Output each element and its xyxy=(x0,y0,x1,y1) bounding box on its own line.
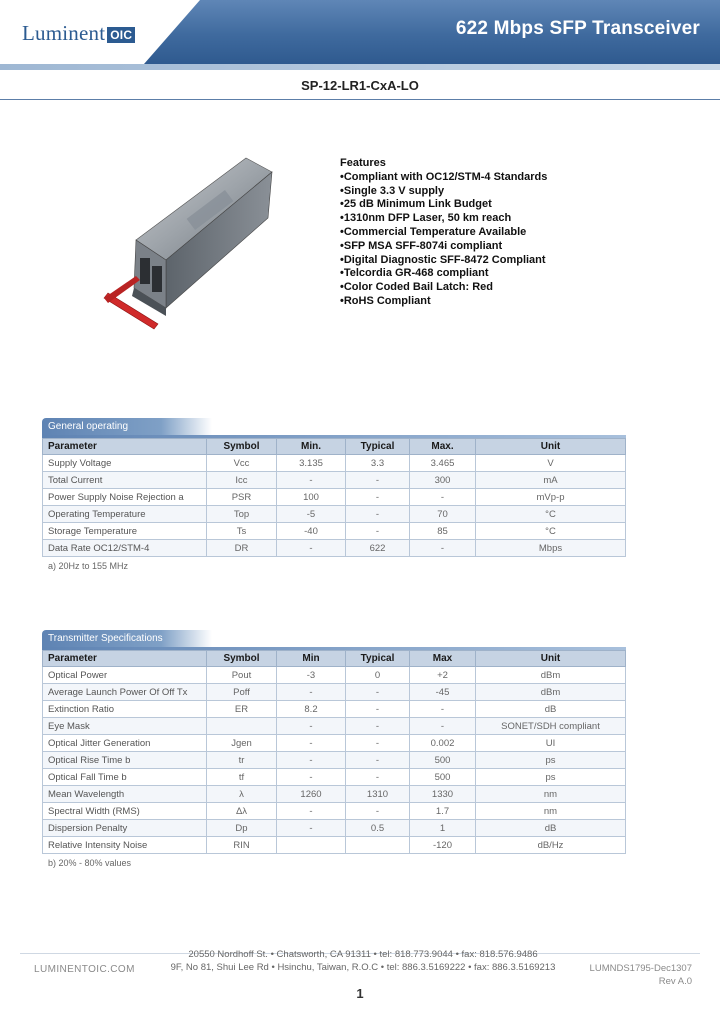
table-row xyxy=(43,523,626,540)
table-cell: tr xyxy=(207,752,277,769)
table-cell: Data Rate OC12/STM-4 xyxy=(43,540,207,557)
col-header: Symbol xyxy=(207,439,277,455)
table-cell: -45 xyxy=(410,684,476,701)
logo-text: Luminent xyxy=(22,20,106,45)
col-header: Unit xyxy=(476,651,626,667)
table-cell: - xyxy=(346,752,410,769)
col-header: Unit xyxy=(476,439,626,455)
table-cell: Poff xyxy=(207,684,277,701)
table-row xyxy=(43,837,626,854)
table-cell: - xyxy=(346,769,410,786)
table-cell: UI xyxy=(476,735,626,752)
table-cell: Mbps xyxy=(476,540,626,557)
footer-address-us: 20550 Nordhoff St. • Chatsworth, CA 91311 • tel: 818.773.9044 • fax: 818.576.9486 xyxy=(188,949,538,960)
col-header: Typical xyxy=(346,439,410,455)
feature-item: • 1310nm DFP Laser, 50 km reach xyxy=(340,212,547,226)
table-cell: Vcc xyxy=(207,455,277,472)
table-footnote: a) 20Hz to 155 MHz xyxy=(48,561,129,571)
table-cell: Spectral Width (RMS) xyxy=(43,803,207,820)
table-cell: -3 xyxy=(277,667,346,684)
table-cell: - xyxy=(410,540,476,557)
sfp-transceiver-image xyxy=(96,148,276,338)
table-cell: Relative Intensity Noise xyxy=(43,837,207,854)
table-cell: - xyxy=(346,472,410,489)
table-cell: -40 xyxy=(277,523,346,540)
document-title: 622 Mbps SFP Transceiver xyxy=(455,18,700,39)
table-cell: mVp-p xyxy=(476,489,626,506)
general-operating-title: General operating xyxy=(42,418,212,435)
table-cell: 1330 xyxy=(410,786,476,803)
transmitter-table xyxy=(42,650,626,854)
table-row xyxy=(43,803,626,820)
table-cell: ps xyxy=(476,752,626,769)
table-cell: tf xyxy=(207,769,277,786)
table-cell: - xyxy=(277,472,346,489)
features-title: Features xyxy=(340,157,386,169)
table-cell: °C xyxy=(476,523,626,540)
col-header: Parameter xyxy=(43,651,207,667)
table-cell: dBm xyxy=(476,684,626,701)
table-cell: dBm xyxy=(476,667,626,684)
table-cell: - xyxy=(346,803,410,820)
table-row xyxy=(43,667,626,684)
table-header-row xyxy=(43,651,626,667)
table-cell: - xyxy=(410,718,476,735)
table-cell: 0.5 xyxy=(346,820,410,837)
table-cell: 622 xyxy=(346,540,410,557)
table-cell: 3.465 xyxy=(410,455,476,472)
table-cell: - xyxy=(277,752,346,769)
table-cell: 3.3 xyxy=(346,455,410,472)
table-cell: -120 xyxy=(410,837,476,854)
table-cell: mA xyxy=(476,472,626,489)
company-logo xyxy=(22,22,135,44)
table-row xyxy=(43,701,626,718)
table-cell: Mean Wavelength xyxy=(43,786,207,803)
table-row xyxy=(43,506,626,523)
table-row xyxy=(43,489,626,506)
footer-website[interactable]: LUMINENTOIC.COM xyxy=(34,964,135,975)
logo-box: OIC xyxy=(107,27,135,43)
table-cell: Dp xyxy=(207,820,277,837)
table-footnote: b) 20% - 80% values xyxy=(48,858,132,868)
table-cell: nm xyxy=(476,786,626,803)
table-cell: -5 xyxy=(277,506,346,523)
header-accent-band xyxy=(0,64,720,70)
table-cell xyxy=(277,837,346,854)
table-cell: 100 xyxy=(277,489,346,506)
col-header: Typical xyxy=(346,651,410,667)
table-row xyxy=(43,684,626,701)
page-number: 1 xyxy=(356,986,364,1001)
table-cell: - xyxy=(277,803,346,820)
feature-item: • Commercial Temperature Available xyxy=(340,226,547,240)
table-cell: +2 xyxy=(410,667,476,684)
table-cell: - xyxy=(277,769,346,786)
table-cell: Optical Jitter Generation xyxy=(43,735,207,752)
transmitter-section xyxy=(42,630,626,868)
table-row xyxy=(43,472,626,489)
doc-id: LUMNDS1795-Dec1307 xyxy=(589,963,692,974)
col-header: Min xyxy=(277,651,346,667)
table-cell: Dispersion Penalty xyxy=(43,820,207,837)
feature-item: • SFP MSA SFF-8074i compliant xyxy=(340,240,547,254)
table-cell: 1260 xyxy=(277,786,346,803)
table-cell: 300 xyxy=(410,472,476,489)
table-cell: Eye Mask xyxy=(43,718,207,735)
table-cell: ps xyxy=(476,769,626,786)
col-header: Min. xyxy=(277,439,346,455)
table-cell: 85 xyxy=(410,523,476,540)
table-cell: 500 xyxy=(410,752,476,769)
table-cell: Δλ xyxy=(207,803,277,820)
feature-item: • 25 dB Minimum Link Budget xyxy=(340,198,547,212)
table-cell: DR xyxy=(207,540,277,557)
col-header: Parameter xyxy=(43,439,207,455)
general-operating-table xyxy=(42,438,626,557)
table-cell: Optical Rise Time b xyxy=(43,752,207,769)
table-cell: Average Launch Power Of Off Tx xyxy=(43,684,207,701)
table-cell: - xyxy=(346,735,410,752)
table-cell: dB xyxy=(476,820,626,837)
transmitter-title: Transmitter Specifications xyxy=(42,630,212,647)
part-number: SP-12-LR1-CxA-LO xyxy=(0,72,720,100)
feature-item: • Single 3.3 V supply xyxy=(340,185,547,199)
feature-item: • Color Coded Bail Latch: Red xyxy=(340,281,547,295)
table-cell: - xyxy=(277,540,346,557)
feature-item: • Compliant with OC12/STM-4 Standards xyxy=(340,171,547,185)
table-cell: - xyxy=(346,718,410,735)
table-cell: - xyxy=(346,523,410,540)
table-cell: 70 xyxy=(410,506,476,523)
table-cell: PSR xyxy=(207,489,277,506)
table-cell: Jgen xyxy=(207,735,277,752)
table-cell: SONET/SDH compliant xyxy=(476,718,626,735)
table-cell: dB xyxy=(476,701,626,718)
feature-item: • Telcordia GR-468 compliant xyxy=(340,267,547,281)
table-cell: Storage Temperature xyxy=(43,523,207,540)
table-cell: 500 xyxy=(410,769,476,786)
revision: Rev A.0 xyxy=(658,976,692,987)
table-cell: Supply Voltage xyxy=(43,455,207,472)
table-cell: Icc xyxy=(207,472,277,489)
feature-item: • RoHS Compliant xyxy=(340,295,547,309)
col-header: Max xyxy=(410,651,476,667)
table-cell: Total Current xyxy=(43,472,207,489)
table-cell: Top xyxy=(207,506,277,523)
table-row xyxy=(43,752,626,769)
table-row xyxy=(43,820,626,837)
table-cell: dB/Hz xyxy=(476,837,626,854)
table-cell: 0.002 xyxy=(410,735,476,752)
table-cell: Pout xyxy=(207,667,277,684)
table-cell: Extinction Ratio xyxy=(43,701,207,718)
footer-addresses xyxy=(168,948,558,974)
table-row xyxy=(43,786,626,803)
features-list xyxy=(340,157,547,309)
table-cell: 1 xyxy=(410,820,476,837)
table-cell: V xyxy=(476,455,626,472)
footer-doc-info xyxy=(590,962,692,988)
table-cell: - xyxy=(277,718,346,735)
table-cell: nm xyxy=(476,803,626,820)
table-row xyxy=(43,455,626,472)
table-cell: Operating Temperature xyxy=(43,506,207,523)
table-cell: - xyxy=(277,820,346,837)
table-cell: ER xyxy=(207,701,277,718)
table-cell: λ xyxy=(207,786,277,803)
table-cell: 0 xyxy=(346,667,410,684)
table-row xyxy=(43,540,626,557)
table-cell: - xyxy=(346,489,410,506)
table-cell: - xyxy=(277,684,346,701)
table-cell: Optical Fall Time b xyxy=(43,769,207,786)
table-cell xyxy=(346,837,410,854)
table-cell: 1.7 xyxy=(410,803,476,820)
table-cell: Ts xyxy=(207,523,277,540)
table-cell: - xyxy=(277,735,346,752)
feature-item: • Digital Diagnostic SFF-8472 Compliant xyxy=(340,254,547,268)
table-cell: °C xyxy=(476,506,626,523)
table-cell: - xyxy=(346,701,410,718)
table-row xyxy=(43,718,626,735)
table-cell: - xyxy=(410,489,476,506)
table-cell: 3.135 xyxy=(277,455,346,472)
table-cell: - xyxy=(346,506,410,523)
table-header-row xyxy=(43,439,626,455)
table-row xyxy=(43,769,626,786)
col-header: Max. xyxy=(410,439,476,455)
general-operating-section xyxy=(42,418,626,571)
table-cell: 8.2 xyxy=(277,701,346,718)
table-cell: - xyxy=(410,701,476,718)
col-header: Symbol xyxy=(207,651,277,667)
table-cell: Power Supply Noise Rejection a xyxy=(43,489,207,506)
table-cell: - xyxy=(346,684,410,701)
table-cell xyxy=(207,718,277,735)
table-cell: 1310 xyxy=(346,786,410,803)
table-cell: Optical Power xyxy=(43,667,207,684)
table-row xyxy=(43,735,626,752)
table-cell: RIN xyxy=(207,837,277,854)
footer-address-taiwan: 9F, No 81, Shui Lee Rd • Hsinchu, Taiwan, R.O.C • tel: 886.3.5169222 • fax: 886.3.5169213 xyxy=(170,962,556,973)
